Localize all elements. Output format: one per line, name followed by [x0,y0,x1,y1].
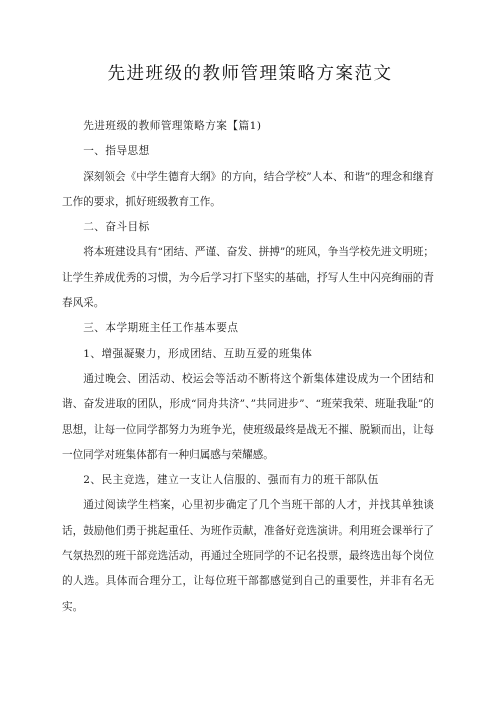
heading-election: 2、民主竞选，建立一支让人信服的、强而有力的班干部队伍 [83,474,379,487]
heading-guiding-ideology: 一、指导思想 [83,145,150,158]
document-body [62,114,434,620]
paragraph-guiding-ideology: 深刻领会《中学生德育大纲》的方向，结合学校”人本、和谐”的理念和继育工作的要求，抓好班级教育工作。 [62,170,434,208]
document-title: 先进班级的教师管理策略方案范文 [107,64,393,84]
heading-key-points: 三、本学期班主任工作基本要点 [83,322,239,335]
section-subtitle: 先进班级的教师管理策略方案【篇1) [83,120,262,132]
heading-goals: 二、奋斗目标 [83,221,150,234]
heading-cohesion: 1、增强凝聚力，形成团结、互助互爱的班集体 [83,347,313,360]
paragraph-cohesion: 通过晚会、团活动、校运会等活动不断将这个新集体建设成为一个团结和谐、奋发进取的团队，形成“同舟共济”、”共同进步”、“班荣我荣、班耻我耻”的思想，让每一位同学都努力为班争光，使班级最终是战无不摧、脱颖而出，让每一位同学对班集体都有一种归属感与荣耀感。 [62,372,434,461]
paragraph-goals: 将本班建设具有“团结、严谨、奋发、拼搏”的班风，争当学校先进文明班；让学生养成优秀的习惯，为今后学习打下坚实的基础，抒写人生中闪亮绚丽的青春风采。 [62,246,434,310]
paragraph-election: 通过阅读学生档案，心里初步确定了几个当班干部的人才，并找其单独谈话，鼓励他们勇于挑起重任、为班作贡献，准备好竞选演讲。利用班会课举行了气氛热烈的班干部竞选活动，再通过全班同学的不记名投票，最终选出每个岗位的人选。具体而合理分工，让每位班干部都感觉到自己的重要性，并非有名无实。 [62,499,434,613]
